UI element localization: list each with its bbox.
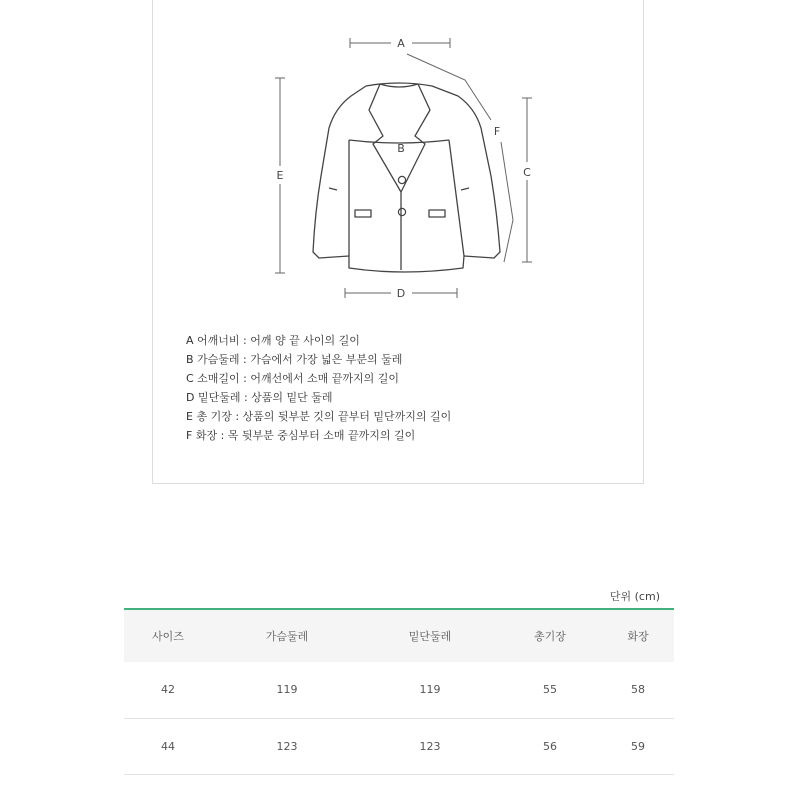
legend-item: C 소매길이 : 어깨선에서 소매 끝까지의 길이 [186, 372, 400, 385]
label-c: C [523, 166, 531, 179]
column-header: 밑단둘레 [362, 609, 498, 662]
label-a: A [397, 37, 405, 50]
label-b: B [397, 142, 405, 155]
legend-item: F 화장 : 목 뒷부분 중심부터 소매 끝까지의 길이 [186, 429, 416, 442]
table-cell: 42 [161, 683, 175, 697]
column-header: 총기장 [498, 609, 602, 662]
legend-item: D 밑단둘레 : 상품의 밑단 둘레 [186, 391, 333, 404]
table-cell: 56 [543, 739, 557, 753]
table-cell: 44 [161, 739, 175, 753]
unit-note: 단위 (cm) [609, 590, 660, 603]
column-header: 사이즈 [124, 609, 212, 662]
label-e: E [276, 169, 284, 182]
table-header-row [124, 609, 674, 662]
table-row [124, 718, 674, 774]
table-cell: 55 [543, 683, 557, 697]
table-cell: 123 [276, 739, 298, 753]
table-cell: 58 [631, 683, 645, 697]
column-header: 화장 [602, 609, 674, 662]
legend-item: A 어깨너비 : 어깨 양 끝 사이의 길이 [186, 334, 360, 347]
table-cell: 119 [419, 683, 441, 697]
table-cell: 59 [631, 739, 645, 753]
label-d: D [396, 287, 406, 300]
table-cell: 119 [276, 683, 298, 697]
measurement-diagram-panel [152, 0, 644, 484]
label-f: F [493, 125, 501, 138]
legend-item: E 총 기장 : 상품의 뒷부분 깃의 끝부터 밑단까지의 길이 [186, 410, 452, 423]
jacket-buttons [398, 176, 405, 215]
jacket-outline [313, 83, 500, 272]
size-table [124, 608, 674, 775]
legend-item: B 가슴둘레 : 가슴에서 가장 넓은 부분의 둘레 [186, 353, 403, 366]
column-header: 가슴둘레 [212, 609, 362, 662]
table-row [124, 662, 674, 718]
measure-lines [275, 38, 532, 298]
table-cell: 123 [419, 739, 441, 753]
measurement-legend [186, 331, 451, 445]
